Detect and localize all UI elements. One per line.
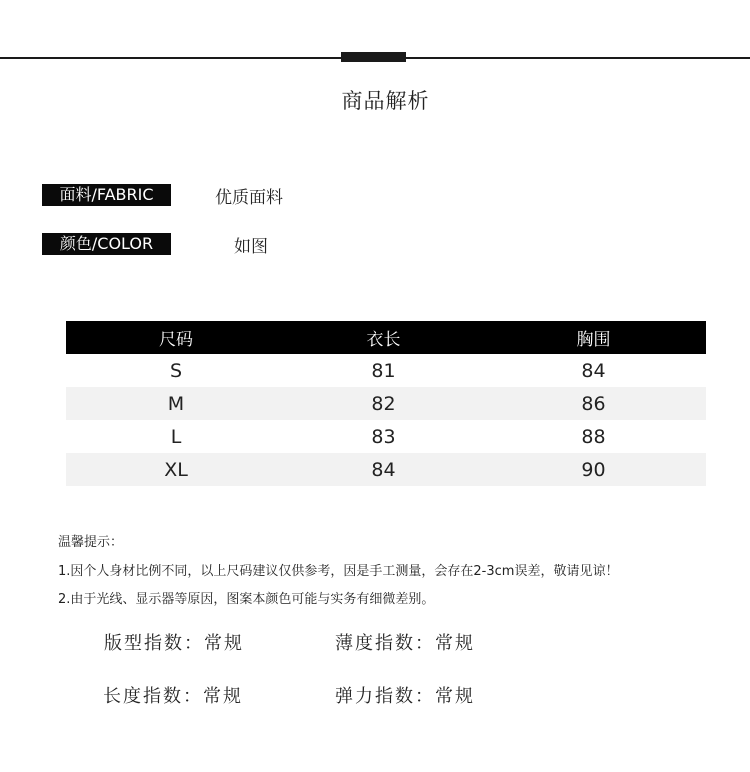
table-row <box>66 387 706 420</box>
cell-chest: 84 <box>581 359 606 382</box>
notes-line-2: 2.由于光线、显示器等原因，图案本颜色可能与实务有细微差别。 <box>58 592 435 607</box>
elasticity-index: 弹力指数：常规 <box>335 686 475 707</box>
size-table <box>66 321 706 486</box>
cell-chest: 88 <box>581 425 606 448</box>
cell-length: 82 <box>286 387 481 420</box>
section-title: 商品解析 <box>341 89 430 113</box>
header-length: 衣长 <box>286 321 481 354</box>
cell-length: 83 <box>371 425 396 448</box>
cell-size: XL <box>66 453 286 486</box>
notes <box>58 534 618 620</box>
color-value: 如图 <box>234 237 268 257</box>
cell-chest: 86 <box>481 387 706 420</box>
table-row <box>66 354 706 387</box>
cell-length: 84 <box>286 453 481 486</box>
notes-title: 温馨提示： <box>58 535 124 550</box>
length-index: 长度指数：常规 <box>103 686 243 707</box>
size-table-header <box>66 321 706 354</box>
table-row <box>66 420 706 453</box>
header-size: 尺码 <box>66 321 286 354</box>
header-chest: 胸围 <box>481 321 706 354</box>
fabric-value: 优质面料 <box>215 188 283 208</box>
color-label: 颜色/COLOR <box>42 233 171 255</box>
cell-size: S <box>169 359 183 382</box>
cell-length: 81 <box>371 359 396 382</box>
cell-size: L <box>170 425 182 448</box>
cell-chest: 90 <box>481 453 706 486</box>
cell-size: M <box>66 387 286 420</box>
top-divider-accent <box>341 52 406 62</box>
thickness-index: 薄度指数：常规 <box>335 633 475 654</box>
notes-line-1: 1.因个人身材比例不同，以上尺码建议仅供参考，因是手工测量，会存在2-3cm误差，敬请见谅！ <box>58 563 619 579</box>
table-row <box>66 453 706 486</box>
fabric-label: 面料/FABRIC <box>42 184 171 206</box>
version-index: 版型指数：常规 <box>104 633 244 654</box>
